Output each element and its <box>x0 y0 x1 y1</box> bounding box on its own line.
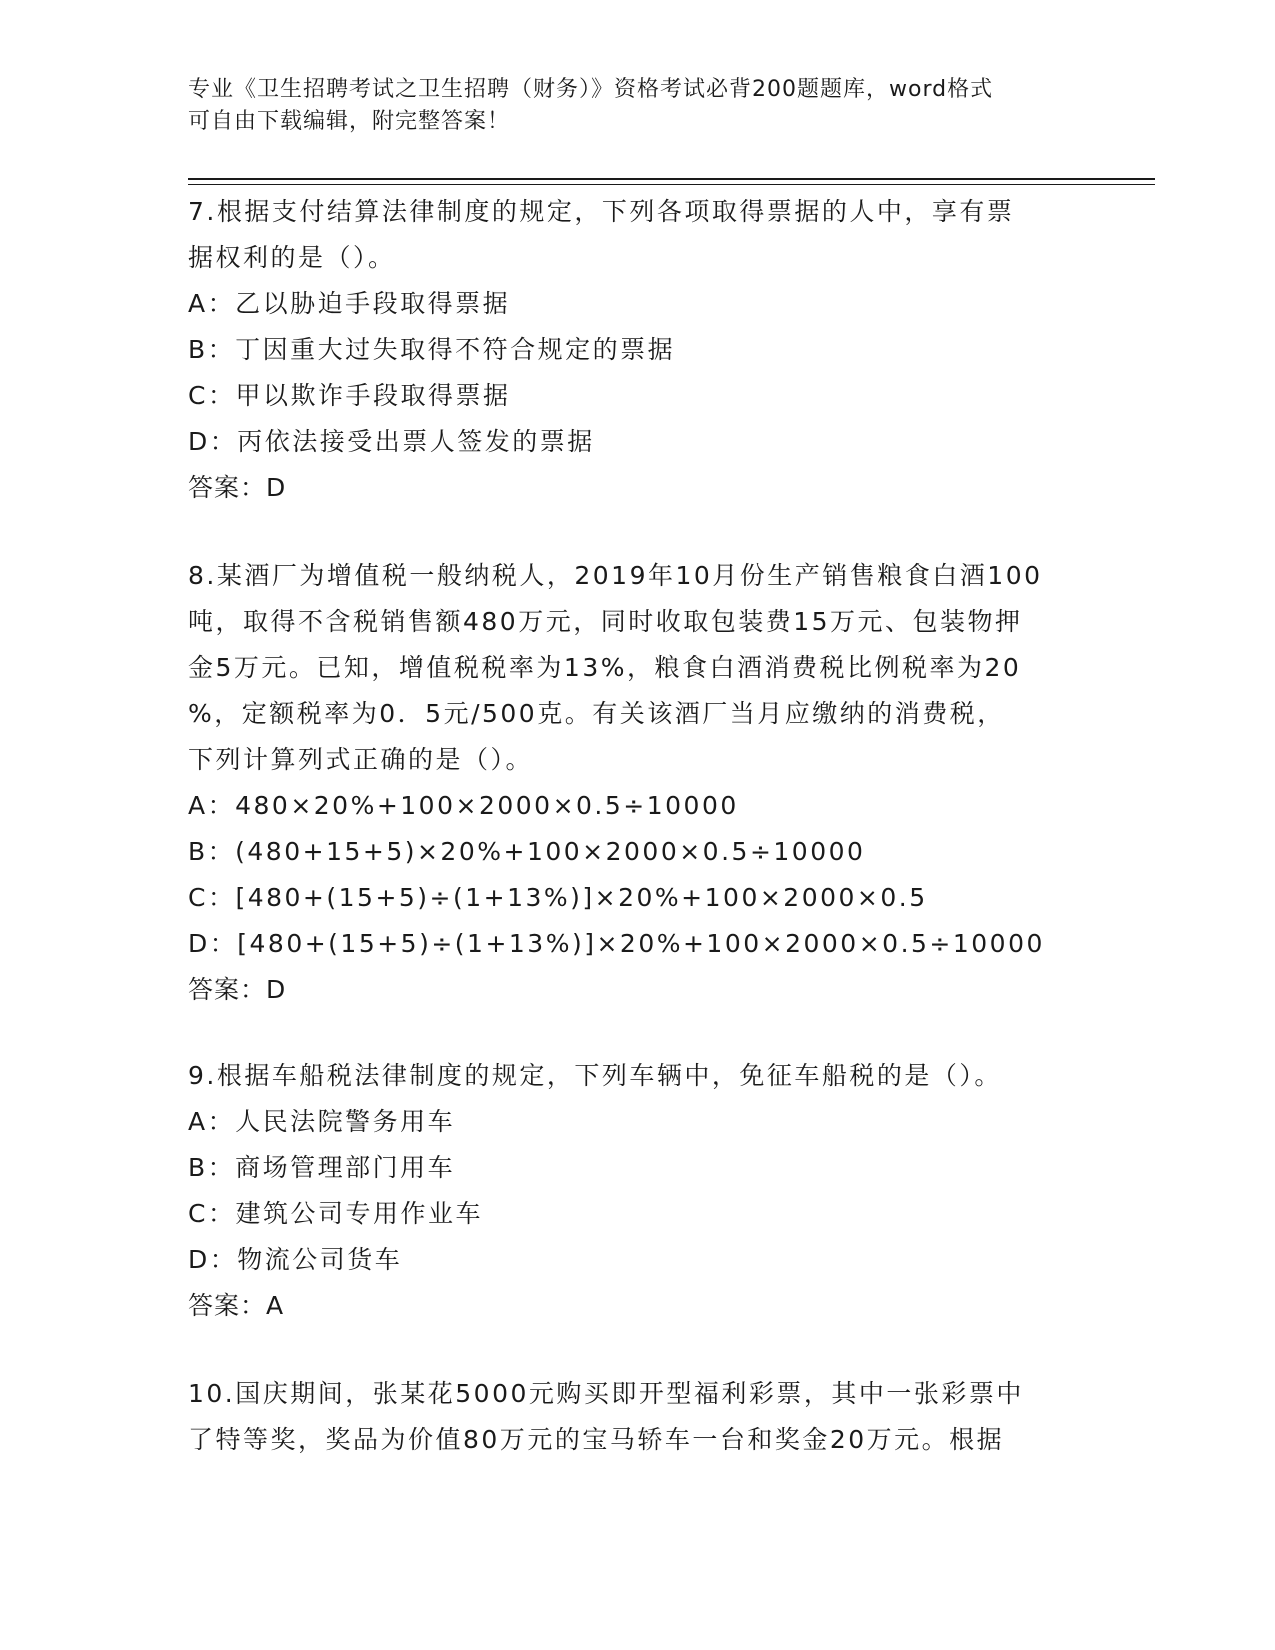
answer-line: 答案：D <box>188 473 287 502</box>
question-7 <box>188 189 1088 511</box>
question-10 <box>188 1371 1088 1463</box>
header-divider <box>188 178 1155 180</box>
option-c: C：建筑公司专用作业车 <box>188 1199 483 1228</box>
document-header <box>188 74 1068 138</box>
question-stem-line: 金5万元。已知，增值税税率为13%，粮食白酒消费税比例税率为20 <box>188 653 1022 682</box>
question-stem-line: 了特等奖，奖品为价值80万元的宝马轿车一台和奖金20万元。根据 <box>188 1425 1005 1454</box>
option-d: D：[480+(15+5)÷(1+13%)]×20%+100×2000×0.5÷10000 <box>188 929 1045 958</box>
answer-line: 答案：D <box>188 975 287 1004</box>
option-a: A：乙以胁迫手段取得票据 <box>188 289 511 318</box>
question-stem-line: 9.根据车船税法律制度的规定，下列车辆中，免征车船税的是（）。 <box>188 1061 1002 1090</box>
question-stem-line: 8.某酒厂为增值税一般纳税人，2019年10月份生产销售粮食白酒100 <box>188 561 1043 590</box>
question-stem-line: 吨，取得不含税销售额480万元，同时收取包装费15万元、包装物押 <box>188 607 1023 636</box>
option-b: B：(480+15+5)×20%+100×2000×0.5÷10000 <box>188 837 866 866</box>
question-stem-line: 10.国庆期间，张某花5000元购买即开型福利彩票，其中一张彩票中 <box>188 1379 1024 1408</box>
option-a: A：人民法院警务用车 <box>188 1107 456 1136</box>
question-stem-line: 下列计算列式正确的是（）。 <box>188 745 534 774</box>
question-9 <box>188 1053 1088 1329</box>
question-stem-line: 据权利的是（）。 <box>188 243 396 272</box>
header-line: 专业《卫生招聘考试之卫生招聘（财务）》资格考试必背200题题库，word格式 <box>188 77 994 102</box>
option-d: D：丙依法接受出票人签发的票据 <box>188 427 595 456</box>
option-c: C：甲以欺诈手段取得票据 <box>188 381 511 410</box>
option-b: B：丁因重大过失取得不符合规定的票据 <box>188 335 676 364</box>
question-stem-line: 7.根据支付结算法律制度的规定，下列各项取得票据的人中，享有票 <box>188 197 1015 226</box>
option-a: A：480×20%+100×2000×0.5÷10000 <box>188 791 739 820</box>
header-line: 可自由下载编辑，附完整答案！ <box>188 109 511 134</box>
question-stem-line: %，定额税率为0．5元/500克。有关该酒厂当月应缴纳的消费税， <box>188 699 1005 728</box>
answer-line: 答案：A <box>188 1291 285 1320</box>
option-c: C：[480+(15+5)÷(1+13%)]×20%+100×2000×0.5 <box>188 883 928 912</box>
header-divider <box>188 184 1155 185</box>
option-d: D：物流公司货车 <box>188 1245 403 1274</box>
option-b: B：商场管理部门用车 <box>188 1153 456 1182</box>
question-8 <box>188 553 1088 1013</box>
